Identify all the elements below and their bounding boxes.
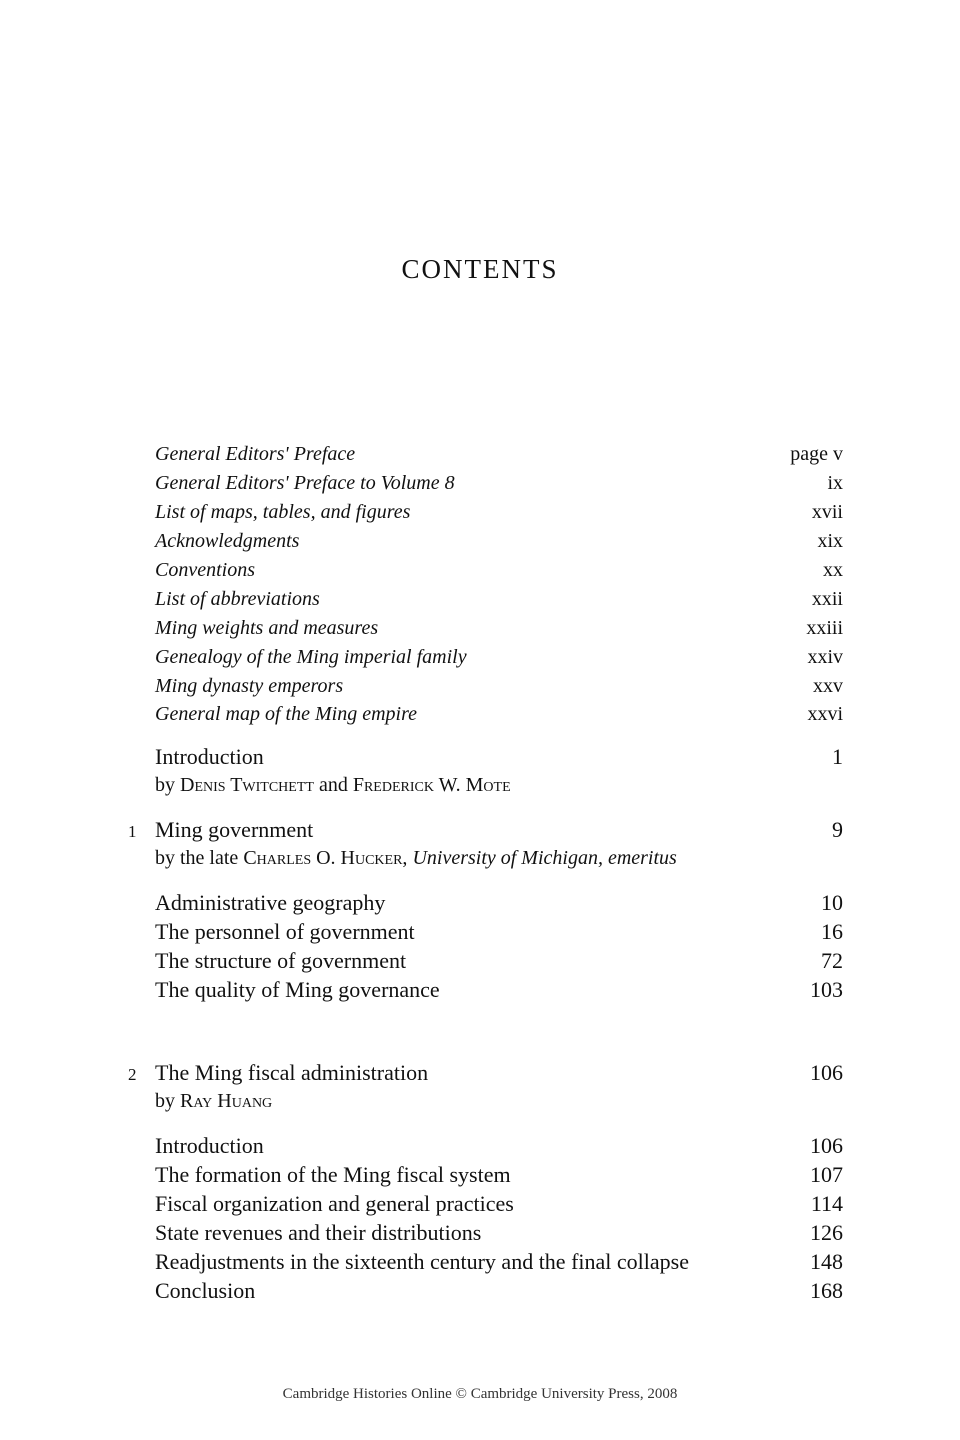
entry-page: xxvi: [807, 703, 843, 725]
section-title: The formation of the Ming fiscal system: [155, 1162, 511, 1187]
toc-section[interactable]: [155, 1191, 843, 1220]
chapter-number: 2: [128, 1065, 137, 1084]
entry-title: Ming weights and measures: [155, 617, 379, 639]
section-title: State revenues and their distributions: [155, 1220, 482, 1245]
section-page: 168: [810, 1278, 843, 1303]
entry-page: 9: [832, 817, 843, 842]
section-page: 106: [810, 1133, 843, 1158]
section-title: The quality of Ming governance: [155, 977, 440, 1002]
section-title: The structure of government: [155, 948, 407, 973]
entry-page: xxiii: [806, 617, 843, 639]
toc-section[interactable]: [155, 1133, 843, 1162]
entry-page: page v: [790, 443, 843, 465]
section-page: 10: [821, 890, 843, 915]
entry-title: Introduction: [155, 744, 264, 769]
toc-entry[interactable]: [155, 675, 843, 704]
toc-entry[interactable]: [155, 443, 843, 472]
toc-section[interactable]: [155, 919, 843, 948]
chapter-number: 1: [128, 822, 137, 841]
entry-page: xix: [817, 530, 843, 552]
section-title: Fiscal organization and general practices: [155, 1191, 514, 1216]
toc-entry[interactable]: [155, 530, 843, 559]
author-name: Ray Huang: [180, 1090, 273, 1112]
section-page: 148: [810, 1249, 843, 1274]
entry-page: ix: [827, 472, 843, 494]
toc-entry[interactable]: [155, 559, 843, 588]
toc-entry[interactable]: [155, 501, 843, 530]
toc-entry-introduction[interactable]: [155, 744, 843, 773]
entry-page: 1: [832, 744, 843, 769]
toc-section[interactable]: [155, 1278, 843, 1307]
entry-page: xx: [823, 559, 843, 581]
entry-page: xxii: [811, 588, 843, 610]
toc-entry[interactable]: [155, 617, 843, 646]
affiliation: University of Michigan, emeritus: [412, 847, 677, 869]
entry-title: General map of the Ming empire: [155, 703, 417, 725]
section-page: 16: [821, 919, 843, 944]
section-title: Conclusion: [155, 1278, 256, 1303]
section-title: Readjustments in the sixteenth century and the final collapse: [155, 1249, 689, 1274]
entry-page: xxv: [813, 675, 843, 697]
entry-page: xxiv: [807, 646, 843, 668]
toc-entry[interactable]: [155, 472, 843, 501]
entry-title: List of maps, tables, and figures: [155, 501, 411, 523]
byline: by Ray Huang: [155, 1090, 273, 1112]
entry-title: List of abbreviations: [155, 588, 320, 610]
entry-title: Acknowledgments: [155, 530, 300, 552]
section-page: 114: [810, 1191, 843, 1216]
entry-title: General Editors' Preface: [155, 443, 356, 465]
author-name: Charles O. Hucker,: [243, 847, 408, 869]
toc-section[interactable]: [155, 890, 843, 919]
entry-title: Ming dynasty emperors: [155, 675, 344, 697]
section-title: The personnel of government: [155, 919, 415, 944]
toc-entry-chapter[interactable]: [155, 1060, 843, 1089]
author-name: Frederick W. Mote: [352, 774, 511, 796]
section-page: 107: [810, 1162, 843, 1187]
entry-title: General Editors' Preface to Volume 8: [155, 472, 455, 494]
toc-section[interactable]: [155, 1220, 843, 1249]
toc-entry[interactable]: [155, 703, 843, 732]
byline: by Denis Twitchett and Frederick W. Mote: [155, 774, 511, 796]
entry-title: Ming government: [155, 817, 314, 842]
toc-section[interactable]: [155, 1162, 843, 1191]
section-page: 72: [821, 948, 843, 973]
toc-section[interactable]: [155, 1249, 843, 1278]
toc-entry[interactable]: [155, 646, 843, 675]
toc-section[interactable]: [155, 977, 843, 1006]
byline: by the late Charles O. Hucker, University of Michigan, emeritus: [155, 847, 677, 869]
section-title: Introduction: [155, 1133, 264, 1158]
copyright-footer: Cambridge Histories Online © Cambridge University Press, 2008: [282, 1386, 678, 1402]
section-page: 103: [810, 977, 843, 1002]
entry-title: Conventions: [155, 559, 255, 581]
entry-page: 106: [810, 1060, 843, 1085]
section-page: 126: [810, 1220, 843, 1245]
toc-section[interactable]: [155, 948, 843, 977]
entry-title: The Ming fiscal administration: [155, 1060, 429, 1085]
page-title: CONTENTS: [401, 254, 559, 284]
toc-entry-chapter[interactable]: [155, 817, 843, 846]
entry-page: xvii: [811, 501, 843, 523]
author-name: Denis Twitchett: [180, 774, 314, 796]
toc-entry[interactable]: [155, 588, 843, 617]
entry-title: Genealogy of the Ming imperial family: [155, 646, 467, 668]
section-title: Administrative geography: [155, 890, 386, 915]
